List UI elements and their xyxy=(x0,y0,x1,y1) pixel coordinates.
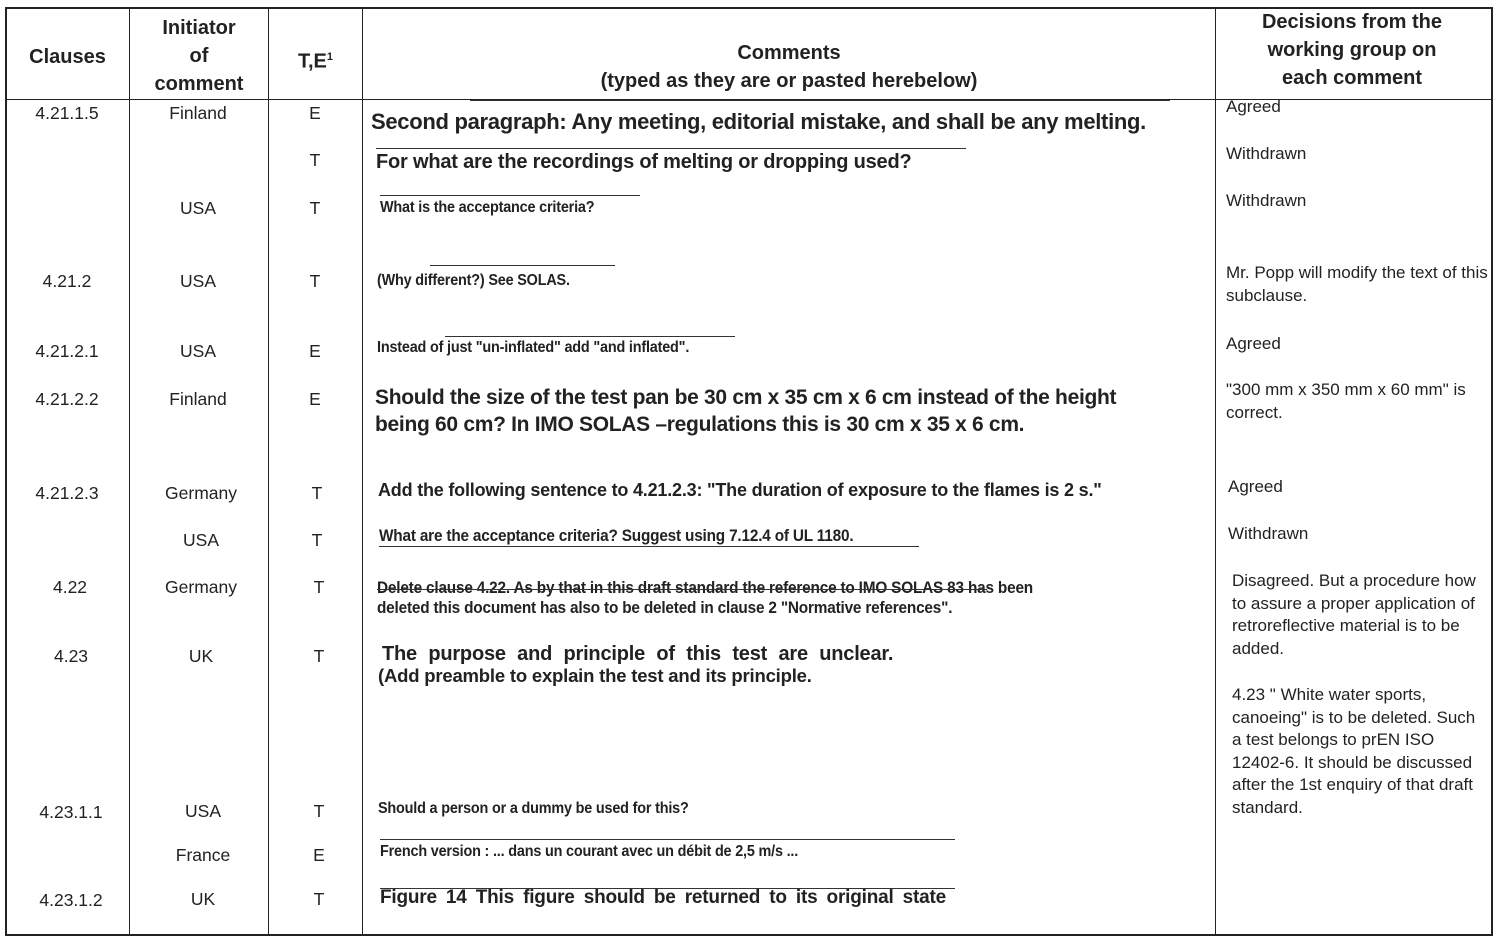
table-row-comment: French version : ... dans un courant avec un débit de 2,5 m/s ... xyxy=(380,843,799,860)
table-row-comment: (Why different?) See SOLAS. xyxy=(377,272,570,289)
header-decisions xyxy=(1216,8,1488,92)
header-decisions-line3: each comment xyxy=(1281,67,1423,89)
header-type-label: T,E xyxy=(297,50,327,73)
table-row-type: T xyxy=(313,801,325,821)
table-row-clause: 4.21.2.1 xyxy=(35,341,99,361)
table-row-comment: The purpose and principle of this test are unclear. xyxy=(382,643,894,665)
table-row-comment: What are the acceptance criteria? Suggest using 7.12.4 of UL 1180. xyxy=(379,527,854,545)
table-row-comment: Instead of just "un-inflated" add "and inflated". xyxy=(377,339,690,356)
table-row-comment: Delete clause 4.22. As by that in this draft standard the reference to IMO SOLAS 83 has been xyxy=(377,579,1033,597)
scan-line xyxy=(430,265,615,266)
table-row-clause: 4.21.2.2 xyxy=(35,389,99,409)
table-row-decision: Withdrawn xyxy=(1226,191,1307,210)
table-row-comment: Add the following sentence to 4.21.2.3: "The duration of exposure to the flames is 2 s." xyxy=(378,480,1102,500)
strike-line xyxy=(377,589,987,590)
table-row-comment: For what are the recordings of melting or dropping used? xyxy=(376,151,912,173)
table-row-decision: Agreed xyxy=(1228,477,1283,496)
table-row-initiator: USA xyxy=(185,801,221,821)
table-row-clause: 4.23 xyxy=(53,646,89,666)
table-row-decision: Agreed xyxy=(1226,97,1281,116)
header-initiator-line1: Initiator xyxy=(162,17,236,39)
header-comments xyxy=(363,39,1215,95)
column-divider xyxy=(129,7,130,936)
table-row-clause: 4.23.1.1 xyxy=(39,802,103,822)
table-row-type: T xyxy=(309,271,321,291)
table-row-clause: 4.22 xyxy=(52,577,88,597)
scan-line xyxy=(380,888,955,889)
column-divider xyxy=(362,7,363,936)
table-row-type: E xyxy=(309,389,321,409)
header-comments-line1: Comments xyxy=(737,42,841,64)
table-row-initiator: USA xyxy=(180,271,216,291)
table-row-decision: 4.23 " White water sports, canoeing" is to be deleted. Such a test belongs to prEN ISO 12402-6. It should be discussed after the 1st enquiry of that draft standard. xyxy=(1232,685,1476,817)
scan-line xyxy=(380,195,640,196)
scan-line xyxy=(380,839,955,840)
footnote-marker: 1 xyxy=(326,51,334,63)
column-divider xyxy=(268,7,269,936)
header-type xyxy=(269,43,362,76)
table-row-comment: Should a person or a dummy be used for this? xyxy=(378,800,689,817)
table-row-comment: Figure 14 This figure should be returned to its original state xyxy=(380,887,947,908)
scan-line xyxy=(470,100,1170,101)
table-row-initiator: USA xyxy=(180,198,216,218)
table-row-initiator: Germany xyxy=(165,577,237,597)
column-divider xyxy=(1215,7,1216,936)
header-decisions-line2: working group on xyxy=(1267,39,1437,61)
table-row-initiator: France xyxy=(175,845,231,865)
table-row-clause: 4.21.2.3 xyxy=(35,483,99,503)
table-row-type: T xyxy=(313,889,325,909)
table-row-comment-cont: being 60 cm? In IMO SOLAS –regulations this is 30 cm x 35 x 6 cm. xyxy=(375,413,1025,436)
table-row-comment: What is the acceptance criteria? xyxy=(380,199,595,216)
header-decisions-line1: Decisions from the xyxy=(1261,11,1443,33)
table-row-type: T xyxy=(311,483,323,503)
table-row-type: T xyxy=(313,577,325,597)
scan-line xyxy=(379,546,919,547)
table-row-initiator: USA xyxy=(183,530,219,550)
table-row-type: T xyxy=(309,150,321,170)
table-row-initiator: Finland xyxy=(169,389,227,409)
scan-line xyxy=(445,336,735,337)
table-row-comment: Should the size of the test pan be 30 cm x 35 cm x 6 cm instead of the height xyxy=(375,386,1117,409)
table-row-decision: Withdrawn xyxy=(1228,524,1309,543)
table-row-clause: 4.21.1.5 xyxy=(35,103,99,123)
header-comments-line2: (typed as they are or pasted herebelow) xyxy=(600,70,978,92)
table-row-decision: "300 mm x 350 mm x 60 mm" is correct. xyxy=(1226,380,1466,422)
table-row-type: T xyxy=(313,646,325,666)
table-row-initiator: Germany xyxy=(165,483,237,503)
table-row-decision: Agreed xyxy=(1226,334,1281,353)
table-row-comment: Second paragraph: Any meeting, editorial mistake, and shall be any melting. xyxy=(371,109,1146,134)
table-row-comment-cont: (Add preamble to explain the test and its principle. xyxy=(378,665,812,686)
table-row-decision: Disagreed. But a procedure how to assure a proper application of retroreflective material is to be added. xyxy=(1232,571,1476,658)
table-row-type: T xyxy=(309,198,321,218)
header-clauses: Clauses xyxy=(29,46,106,68)
header-initiator-line2: of xyxy=(189,45,209,67)
table-row-initiator: UK xyxy=(190,889,216,909)
table-row-clause: 4.21.2 xyxy=(42,271,92,291)
table-row-initiator: USA xyxy=(180,341,216,361)
table-row-type: E xyxy=(309,341,321,361)
scan-line xyxy=(376,148,966,149)
table-row-decision: Mr. Popp will modify the text of this subclause. xyxy=(1226,263,1488,305)
table-row-comment-cont: deleted this document has also to be deleted in clause 2 "Normative references". xyxy=(377,599,953,617)
header-initiator-line3: comment xyxy=(154,73,244,95)
table-row-clause: 4.23.1.2 xyxy=(39,890,103,910)
table-row-type: E xyxy=(313,845,325,865)
header-initiator xyxy=(130,14,268,98)
table-row-type: E xyxy=(309,103,321,123)
table-row-decision: Withdrawn xyxy=(1226,144,1307,163)
table-row-initiator: UK xyxy=(188,646,214,666)
table-row-type: T xyxy=(311,530,323,550)
table-row-initiator: Finland xyxy=(169,103,227,123)
